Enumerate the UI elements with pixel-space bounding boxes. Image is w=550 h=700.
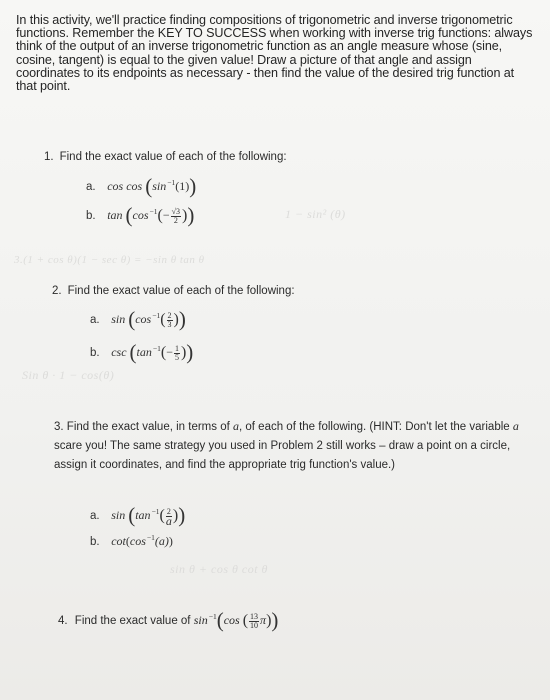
- item-label: a.: [90, 314, 100, 326]
- math-expression: $\cos \cos (\sin^{-1}(1))$: [107, 174, 197, 198]
- item-label: b.: [90, 347, 100, 359]
- math-expression: $\cot(\cos^{-1}(a))$: [111, 533, 173, 548]
- problem-4-prompt: [58, 608, 278, 633]
- problem-3b: [90, 533, 173, 549]
- item-label: b.: [90, 536, 100, 548]
- ghost-text: Sin θ · 1 − cos(θ): [22, 368, 115, 382]
- problem-prompt: Find the exact value of: [74, 615, 191, 627]
- item-label: b.: [86, 210, 96, 222]
- problem-2-prompt: [52, 285, 295, 297]
- ghost-text: 1 − sin² (θ): [285, 207, 346, 221]
- math-expression: $\csc (\tan^{-1}(-$ $\frac{1}{5}$ )): [111, 340, 194, 364]
- item-label: a.: [86, 181, 96, 193]
- intro-paragraph: In this activity, we'll practice finding compositions of trigonometric and inverse trigonometric functions. Remember the KEY TO SUCCESS when working with inverse trig functions: always think of the output of an inverse trigonometric function as an angle measure whose (sine, cosine, tangent) is equal to the given value! Draw a picture of that angle and assign coordinates to its endpoints as necessary - then find the value of the desired trig function at that point.: [16, 13, 533, 94]
- math-expression: $\sin (\tan^{-1}$( $\frac{2}{a}$ )): [111, 503, 186, 528]
- problem-1-prompt: [44, 151, 287, 163]
- problem-prompt: Find the exact value of each of the following:: [59, 151, 287, 163]
- problem-number: 3.: [54, 421, 64, 433]
- math-expression: $\sin (\cos^{-1}$( $\frac{2}{3}$ )): [111, 307, 186, 331]
- ghost-text: 3.(1 + cos θ)(1 − sec θ) = −sin θ tan θ: [14, 254, 205, 266]
- problem-number: 4.: [58, 615, 68, 627]
- problem-2a: [90, 307, 186, 332]
- math-expression: $\sin^{-1}(\cos$ ( $\frac{13}{10}$ π)): [193, 608, 279, 632]
- problem-number: 1.: [44, 151, 54, 163]
- problem-number: 2.: [52, 285, 62, 297]
- problem-3-prompt: 3. Find the exact value, in terms of a, of each of the following. (HINT: Don't let the variable a scare you! The same strategy you used in Problem 2 still works – draw a point on a circle, assign it coordinates, and find the appropriate trig function's value.): [54, 419, 519, 471]
- problem-1a: [86, 174, 196, 199]
- problem-prompt: Find the exact value of each of the following:: [67, 285, 295, 297]
- problem-3a: [90, 503, 185, 528]
- math-expression: $\tan (\cos^{-1}(-$ $\frac{√3}{2}$ )): [107, 203, 195, 227]
- problem-2b: [90, 340, 193, 365]
- item-label: a.: [90, 510, 100, 522]
- ghost-text: sin θ + cos θ cot θ: [170, 562, 268, 576]
- problem-1b: [86, 203, 194, 228]
